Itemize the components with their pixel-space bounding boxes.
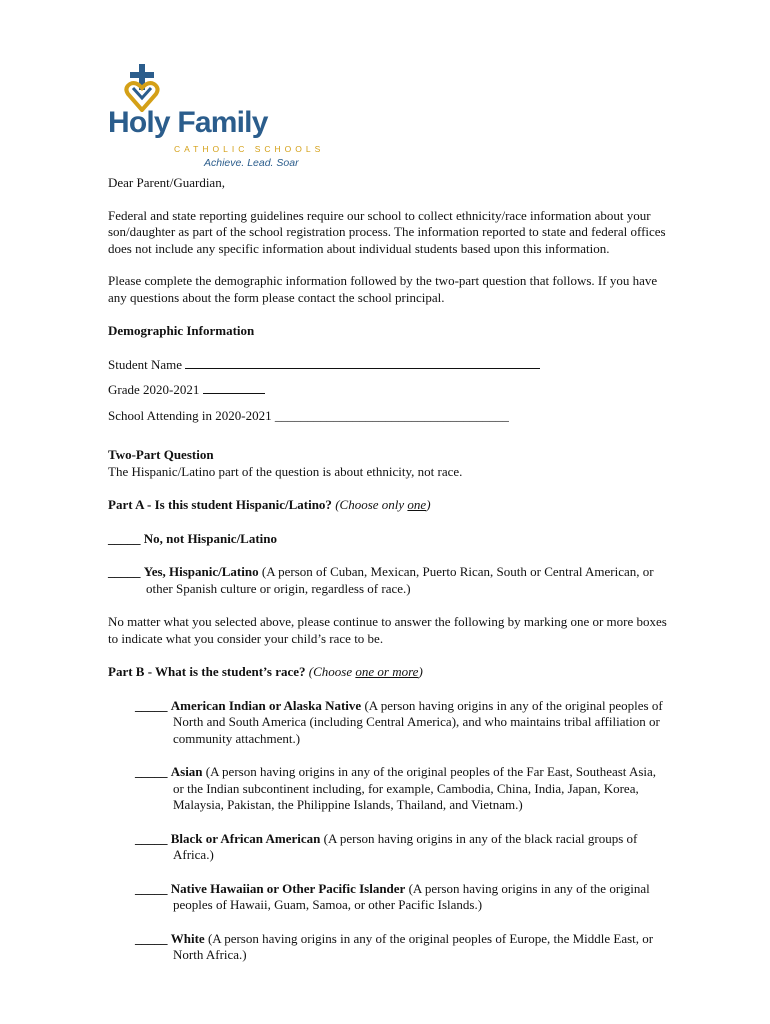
option-label: White <box>170 930 205 946</box>
letter-body <box>108 175 668 964</box>
option-description: (A person having origins in any of the original peoples of the Far East, Southeast Asia, or the Indian subcontinent including, for example, Cambodia, China, India, Japan, Korea, Malaysia, Pakistan, the Philippine Islands, Thailand, and Vietnam.) <box>173 764 657 812</box>
part-b-question <box>108 664 668 681</box>
option-label: Asian <box>170 764 203 779</box>
option-label: Yes, Hispanic/Latino <box>143 564 259 579</box>
student-name-field[interactable] <box>185 357 540 369</box>
two-part-note: The Hispanic/Latino part of the question is about ethnicity, not race. <box>108 463 463 479</box>
two-part-heading: Two-Part Question <box>108 447 214 462</box>
option-description: (A person having origins in any of the original peoples of Europe, the Middle East, or North Africa.) <box>173 930 654 962</box>
grade-label: Grade 2020-2021 <box>108 382 200 397</box>
part-a-option-no <box>108 531 668 548</box>
part-a-question <box>108 497 668 514</box>
part-b-title: Part B - What is the student’s race? <box>108 664 306 679</box>
logo-subtitle: CATHOLIC SCHOOLS <box>174 144 325 154</box>
logo-name: Holy Family <box>108 106 268 139</box>
student-name-row <box>108 357 668 374</box>
student-name-label: Student Name <box>108 356 183 372</box>
school-row <box>108 408 668 425</box>
part-a-title: Part A - Is this student Hispanic/Latino? <box>108 497 332 512</box>
part-a-choose-prefix: (Choose only <box>335 497 408 512</box>
race-option-white <box>108 931 668 964</box>
option-blank[interactable]: _____ <box>135 697 168 713</box>
school-logo <box>108 64 338 169</box>
greeting: Dear Parent/Guardian, <box>108 175 225 190</box>
intro-paragraph-2: Please complete the demographic information followed by the two-part question that follows. If you have any questions about the form please contact the school principal. <box>108 273 658 305</box>
option-description: (A person of Cuban, Mexican, Puerto Rican, South or Central American, or other Spanish culture or origin, regardless of race.) <box>146 564 654 596</box>
option-label: No, not Hispanic/Latino <box>143 530 278 546</box>
continue-note: No matter what you selected above, please continue to answer the following by marking one or more boxes to indicate what you consider your child’s race to be. <box>108 614 667 646</box>
option-blank[interactable]: _____ <box>108 564 141 579</box>
grade-field[interactable] <box>203 382 265 394</box>
part-a-option-yes <box>108 564 668 597</box>
race-option-native-hawaiian <box>108 881 668 914</box>
intro-paragraph-1: Federal and state reporting guidelines require our school to collect ethnicity/race information about your son/daughter as part of the school registration process. The information reported to state and federal offices does not include any specific information about individual students based upon this information. <box>108 207 666 256</box>
option-blank[interactable]: _____ <box>135 830 168 846</box>
race-option-asian <box>108 764 668 814</box>
option-description: (A person having origins in any of the original peoples of North and South America (including Central America), and who maintains tribal affiliation or community attachment.) <box>173 697 663 746</box>
part-b-choose-emph: one or more <box>355 664 419 679</box>
grade-row <box>108 382 668 399</box>
logo-tagline: Achieve. Lead. Soar <box>204 157 299 169</box>
part-b-choose-suffix: ) <box>418 664 423 679</box>
part-b-instruction <box>309 664 423 679</box>
school-field[interactable]: ____________________________________ <box>274 407 509 423</box>
part-a-choose-emph: one <box>407 497 427 512</box>
option-description: (A person having origins in any of the black racial groups of Africa.) <box>173 830 638 862</box>
demographic-heading: Demographic Information <box>108 323 255 338</box>
part-a-instruction <box>335 497 430 512</box>
cross-heart-icon <box>122 64 162 112</box>
option-label: Native Hawaiian or Other Pacific Islander <box>170 880 406 896</box>
option-blank[interactable]: _____ <box>108 530 141 546</box>
race-option-american-indian <box>108 698 668 748</box>
option-label: Black or African American <box>170 830 321 846</box>
option-blank[interactable]: _____ <box>135 764 168 779</box>
school-label: School Attending in 2020-2021 <box>108 407 272 423</box>
part-b-choose-prefix: (Choose <box>308 664 356 679</box>
part-a-choose-suffix: ) <box>426 497 431 512</box>
option-blank[interactable]: _____ <box>135 930 168 946</box>
option-blank[interactable]: _____ <box>135 880 168 896</box>
race-option-black <box>108 831 668 864</box>
option-label: American Indian or Alaska Native <box>170 697 362 713</box>
option-description: (A person having origins in any of the original peoples of Hawaii, Guam, Samoa, or other Pacific Islands.) <box>173 880 650 912</box>
